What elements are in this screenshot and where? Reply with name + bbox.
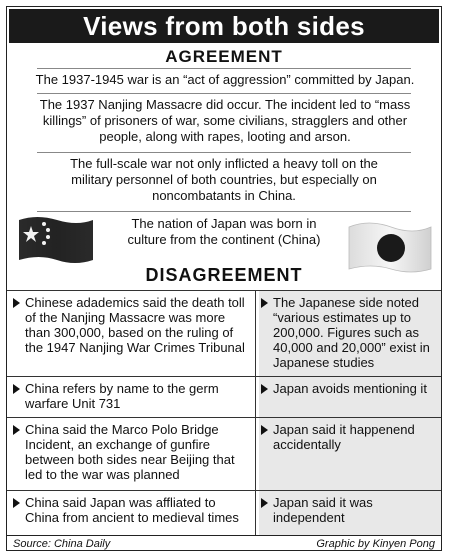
disagreement-heading: DISAGREEMENT [145, 265, 303, 285]
row-divider [7, 290, 441, 291]
footer-divider [7, 535, 441, 536]
bullet-icon [261, 384, 268, 394]
china-flag-icon [17, 214, 95, 266]
bullet-icon [261, 498, 268, 508]
graphic-credit: Graphic by Kinyen Pong [316, 538, 435, 550]
agreement-statement-3: The full-scale war not only inflicted a heavy toll on the military personnel of both countries, but especially on noncombatants in China. [70, 156, 378, 203]
agreement-heading: AGREEMENT [165, 47, 283, 66]
source-credit: Source: China Daily [13, 538, 111, 550]
divider [37, 68, 411, 69]
row-divider [7, 490, 441, 491]
bullet-icon [13, 498, 20, 508]
bullet-icon [13, 298, 20, 308]
divider [37, 211, 411, 212]
column-divider [255, 290, 256, 535]
infographic: Views from both sides AGREEMENT The 1937-1945 war is an “act of aggression” committed by Japan. The 1937 Nanjing Massacre did occur. The incident led to “mass killings” of prisoners of war, some civilians, stragglers and other people, along with rapes, looting and arson. The full-scale war not only inflicted a heavy toll on the military personnel of both countries, but especially on noncombatants in China. The nation of Japan was born in culture from the continent (China) DISAGREEMENT Chinese adademics said the death toll of the Nanjing Massacre was more than 300,000, based on the ruling of the 1947 Nanjing War Crimes Tribunal The Japanese side noted “various estimates up to 200,000. Figures such as 40,000 and 20,000” exist in Japanese studies China refers by name to the germ warfare Unit 731 Japan avoids mentioning it China said the Marco Polo Bridge Incident, an exchange of gunfire between both sides near Beijing that led to the war was planned Japan said it happenend accidentally China said Japan was affliated to China from ancient to medieval times Japan said it was independent Source: China Daily Graphic by Kinyen Pong [6, 6, 442, 551]
divider [37, 152, 411, 153]
divider [37, 93, 411, 94]
bullet-icon [261, 298, 268, 308]
bullet-icon [13, 425, 20, 435]
agreement-statement-1: The 1937-1945 war is an “act of aggression” committed by Japan. [35, 72, 415, 87]
agreement-statement-4: The nation of Japan was born in culture from the continent (China) [127, 216, 321, 247]
row-divider [7, 417, 441, 418]
agreement-statement-2: The 1937 Nanjing Massacre did occur. The incident led to “mass killings” of prisoners of war, some civilians, stragglers and other people, along with rapes, looting and arson. [39, 97, 411, 144]
row-divider [7, 376, 441, 377]
page-title: Views from both sides [9, 9, 439, 43]
bullet-icon [261, 425, 268, 435]
bullet-icon [13, 384, 20, 394]
